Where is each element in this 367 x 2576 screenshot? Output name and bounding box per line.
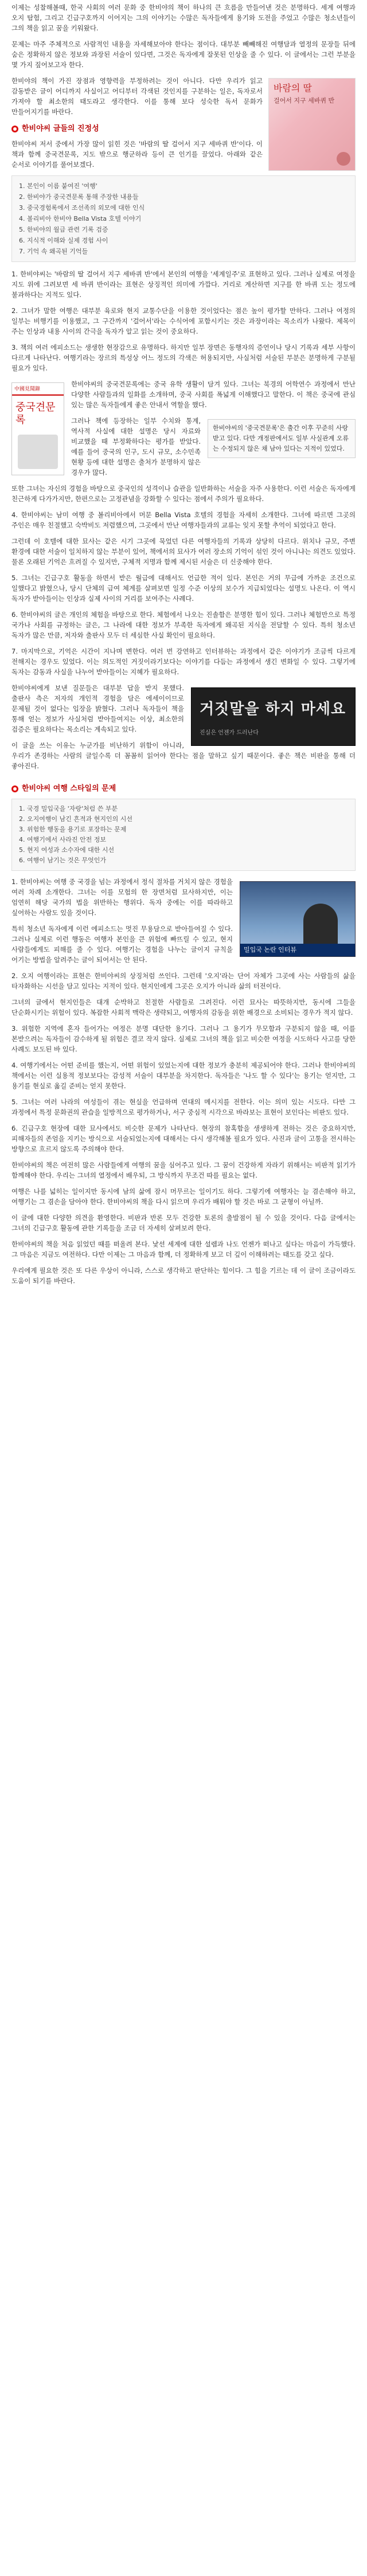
book-cover-image: [11, 382, 64, 475]
person-silhouette: [303, 904, 338, 944]
image-caption: 바람의 딸: [274, 83, 312, 93]
toc-item: 5. 한비야의 월급 관련 기록 검증: [19, 226, 108, 233]
body-paragraph: 여행은 나를 넓히는 일이지만 동시에 남의 삶에 잠시 머무르는 일이기도 하다. 그렇기에 여행자는 늘 겸손해야 하고, 여행기는 그 겸손을 담아야 한다. 한비야씨의 책을 다시 읽으며 우리가 배워야 할 것은 바로 그 균형이 아닐까.: [11, 1187, 356, 1206]
body-paragraph: 3. 위험한 지역에 혼자 들어가는 여정은 분명 대단한 용기다. 그러나 그 용기가 무모함과 구분되지 않을 때, 이를 본받으려는 독자들이 감수하게 될 위험은 결코 작지 않다. 실제로 그녀의 책을 읽고 비슷한 여정을 시도하다 사고를 당한 사례도 보도된 바 있다.: [11, 1025, 356, 1053]
table-of-contents: [11, 175, 356, 262]
closing-paragraph: 우리에게 필요한 것은 또 다른 우상이 아니라, 스스로 생각하고 판단하는 힘이다. 그 힘을 기르는 데 이 글이 조금이라도 도움이 되기를 바란다.: [11, 1266, 356, 1285]
body-paragraph: 한비야씨의 책은 여전히 많은 사람들에게 여행의 꿈을 심어주고 있다. 그 꿈이 건강하게 자라기 위해서는 비판적 읽기가 함께해야 한다. 우리는 그녀의 열정에서 배우되, 그 방식까지 무조건 따를 필요는 없다.: [11, 1161, 356, 1179]
body-paragraph: 한비야씨의 중국견문록에는 중국 유학 생활이 담겨 있다. 그녀는 북경의 어학연수 과정에서 만난 다양한 사람들과의 일화를 소개하며, 중국 사회를 폭넓게 이해했다고 말한다. 이 책은 중국에 관심 있는 많은 독자들에게 좋은 안내서 역할을 했다.: [71, 380, 356, 409]
intro-paragraph: 한비야의 책이 가진 장점과 영향력을 부정하려는 것이 아니다. 다만 우리가 읽고 감동받은 글이 어디까지 사실이고 어디부터 각색된 것인지를 구분하는 일은, 독자로서 가져야 할 최소한의 태도라고 생각한다. 이를 통해 보다 성숙한 독서 문화가 만들어지기를 바란다.: [11, 77, 263, 116]
table-of-contents: [11, 799, 356, 871]
body-paragraph: 그러나 책에 등장하는 일부 수치와 통계, 역사적 사실에 대한 설명은 당시 자료와 비교했을 때 부정확하다는 평가를 받았다. 예를 들어 중국의 인구, 도시 규모, 소수민족 현황 등에 대한 설명은 출처가 분명하지 않은 경우가 많다.: [71, 417, 201, 476]
body-paragraph: 7. 마지막으로, 기억은 시간이 지나며 변한다. 여러 번 강연하고 인터뷰하는 과정에서 같은 이야기가 조금씩 다르게 전해지는 경우도 있었다. 이는 의도적인 거짓이라기보다는 이야기를 다듬는 과정에서 생긴 변화일 수 있다. 그렇기에 독자는 감동과 사실을 나누어 받아들이는 지혜가 필요하다.: [11, 647, 356, 676]
toc-item: 3. 위험한 행동을 용기로 포장하는 문제: [19, 826, 127, 833]
banner-text: 거짓말을 하지 마세요: [200, 701, 346, 718]
bullet-icon: [11, 785, 18, 792]
body-paragraph: 5. 그녀는 여러 나라의 여성들이 겪는 현실을 언급하며 연대의 메시지를 전한다. 이는 의미 있는 시도다. 다만 그 과정에서 특정 문화권의 관습을 일방적으로 평가하거나, 서구 중심적 시각으로 바라보는 표현이 보인다는 비판도 있다.: [11, 1098, 356, 1116]
image-subcaption: 걸어서 지구 세바퀴 반: [274, 97, 335, 104]
logo-icon: [337, 152, 350, 166]
toc-item: 3. 중국경험록에서 조선족의 외모에 대한 인식: [19, 204, 145, 212]
section-title: 한비야씨 글들의 진정성: [22, 124, 99, 133]
note-box: [208, 419, 356, 458]
toc-item: 6. 지식적 이해와 실제 경험 사이: [19, 237, 108, 244]
section-heading: [11, 784, 356, 794]
toc-item: 4. 볼리비아 한비야 Bella Vista 호텔 이야기: [19, 215, 142, 222]
intro-paragraph: 이제는 성찰해볼때, 한국 사회의 여러 문화 중 한비야의 책이 하나의 큰 흐름을 만들어낸 것은 분명하다. 세계 여행과 오지 탐험, 그리고 긴급구호까지 이어지는 그의 이야기는 수많은 독자들에게 용기와 도전을 주었고 수많은 청소년들이 그의 책을 읽고 꿈을 키워왔다.: [11, 3, 356, 32]
banner-image: [191, 687, 356, 746]
article: [11, 0, 356, 1296]
body-paragraph: 이 글을 쓰는 이유는 누군가를 비난하기 위함이 아니라, 우리가 존경하는 사람의 글일수록 더 꼼꼼히 읽어야 한다는 점을 말하고 싶기 때문이다. 좋은 책은 비판을 통해 더 좋아진다.: [11, 741, 356, 770]
body-paragraph: 2. 오지 여행이라는 표현은 한비야씨의 상징처럼 쓰인다. 그런데 '오지'라는 단어 자체가 그곳에 사는 사람들의 삶을 타자화하는 시선을 담고 있다는 지적이 있다. 현지인에게 그곳은 오지가 아니라 삶의 터전이다.: [11, 972, 356, 990]
body-paragraph: 2. 그녀가 말한 여행은 대부분 육로와 현지 교통수단을 이용한 것이었다는 점은 높이 평가할 만하다. 그러나 여정의 일부는 비행기를 이용했고, 그 구간까지 '걸어서'라는 수식어에 포함시키는 것은 과장이라는 목소리가 나왔다. 제목이 주는 인상과 내용 사이의 간극을 독자가 알고 읽는 것이 중요하다.: [11, 307, 356, 335]
cover-title: 중국견문록: [15, 401, 56, 426]
news-caption: 밀입국 논란 인터뷰: [240, 944, 355, 956]
body-paragraph: 그런데 이 호텔에 대한 묘사는 같은 시기 그곳에 묵었던 다른 여행자들의 기록과 상당히 다르다. 위치나 규모, 주변 환경에 대한 서술이 일치하지 않는 부분이 있어, 책에서의 묘사가 여러 장소의 기억이 섞인 것이 아니냐는 의견도 있었다. 물론 오래된 기억은 흐려질 수 있지만, 구체적 지명과 함께 제시된 서술은 더 신중해야 한다.: [11, 537, 356, 566]
intro-paragraph: 문제는 마주 주체적으로 사람적인 내용을 자세해보아야 한다는 점이다. 대부분 빼빼해진 여행담과 열정의 문장들 뒤에 숨은 정확하지 않은 정보와 과장된 서술이 있다면, 그것은 독자에게 잘못된 인상을 줄 수 있다. 이 글에서는 그런 부분을 몇 가지 짚어보고자 한다.: [11, 40, 356, 69]
toc-item: 5. 현지 여성과 소수자에 대한 시선: [19, 846, 115, 854]
section-heading: [11, 124, 263, 134]
closing-paragraph: 한비야씨의 책을 처음 읽었던 때를 떠올려 본다. 낯선 세계에 대한 설렘과 나도 언젠가 떠나고 싶다는 마음이 가득했다. 그 마음은 지금도 여전하다. 다만 이제는 그 마음과 함께, 더 정확하게 보고 더 깊이 이해하려는 태도를 갖고 싶다.: [11, 1240, 356, 1258]
toc-item: 6. 여행이 남기는 것은 무엇인가: [19, 857, 106, 864]
body-paragraph: 6. 긴급구호 현장에 대한 묘사에서도 비슷한 문제가 나타난다. 현장의 참혹함을 생생하게 전하는 것은 중요하지만, 피해자들의 존엄을 지키는 방식으로 서술되었는지에 대해서는 다시 생각해볼 필요가 있다. 사진과 글이 고통을 전시하는 방향으로 흐르지 않도록 주의해야 한다.: [11, 1124, 356, 1153]
body-paragraph: 그녀의 글에서 현지인들은 대개 순박하고 친절한 사람들로 그려진다. 이런 묘사는 따뜻하지만, 동시에 그들을 단순화시키는 위험이 있다. 복잡한 사회적 맥락은 생략되고, 여행자의 감동을 위한 배경으로 소비되는 경우가 적지 않다.: [11, 998, 356, 1017]
body-paragraph: 1. 한비야씨는 여행 중 국경을 넘는 과정에서 정식 절차를 거치지 않은 경험을 여러 차례 소개한다. 그녀는 이를 모험의 한 장면처럼 묘사하지만, 이는 엄연히 해당 국가의 법을 위반하는 행위다. 독자 중에는 이를 따라하고 싶어하는 사람도 있을 것이다.: [11, 878, 233, 917]
bullet-icon: [11, 126, 18, 132]
banner-subtext: 진실은 언젠가 드러난다: [200, 730, 259, 736]
toc-item: 2. 오지여행이 남긴 흔적과 현지인의 시선: [19, 815, 132, 823]
cover-header: 中國見聞錄: [12, 383, 64, 396]
section-title: 한비야씨 여행 스타일의 문제: [22, 784, 116, 793]
section-intro: 한비야씨 저서 중에서 가장 많이 읽힌 것은 '바람의 딸 걸어서 지구 세바퀴 반'이다. 이 책과 함께 중국견문록, 지도 밖으로 행군하라 등이 큰 인기를 끌었다. 아래와 같은 순서로 이야기를 풀어보겠다.: [11, 140, 263, 169]
book-cover-image: [268, 78, 356, 171]
body-paragraph: 또한 그녀는 자신의 경험을 바탕으로 중국인의 성격이나 습관을 일반화하는 서술을 자주 사용한다. 이런 서술은 독자에게 친근하게 다가가지만, 한편으로는 고정관념을 강화할 수 있다는 점에서 주의가 필요하다.: [11, 484, 356, 503]
body-paragraph: 3. 책의 여러 에피소드는 생생한 현장감으로 유명하다. 하지만 일부 장면은 동행자의 증언이나 당시 기록과 세부 사항이 다르게 나타난다. 여행기라는 장르의 특성상 어느 정도의 각색은 허용되지만, 사실처럼 서술된 부분은 분명하게 구분될 필요가 있다.: [11, 343, 356, 372]
news-still-image: [240, 881, 356, 957]
toc-item: 1. 본인이 이름 붙여진 '여행': [19, 182, 97, 190]
body-paragraph: 5. 그녀는 긴급구호 활동을 하면서 받은 월급에 대해서도 언급한 적이 있다. 본인은 거의 무급에 가까운 조건으로 일했다고 밝혔으나, 당시 단체의 급여 체계를 살펴보면 일정 수준 이상의 보수가 지급되었다는 설명도 나온다. 이 역시 독자가 받아들이는 인상과 실제 사이의 거리를 보여주는 사례다.: [11, 574, 356, 603]
body-paragraph: 4. 한비야씨는 남미 여행 중 볼리비아에서 머문 Bella Vista 호텔의 경험을 자세히 소개한다. 그녀에 따르면 그곳의 주인은 매우 친절했고 숙박비도 저렴했으며, 그곳에서 만난 여행자들과의 교류는 잊지 못할 추억이 되었다고 한다.: [11, 511, 356, 529]
cover-photo: [18, 435, 58, 469]
toc-item: 1. 국경 밀입국을 '자랑'처럼 쓴 부분: [19, 805, 118, 812]
toc-item: 4. 여행기에서 사라진 안전 정보: [19, 836, 106, 843]
body-paragraph: 한비야씨에게 보낸 질문들은 대부분 답을 받지 못했다. 출판사 측은 저자의 개인적 경험을 담은 에세이이므로 문제될 것이 없다는 입장을 밝혔다. 그러나 독자들이 책을 통해 얻는 정보가 사실처럼 받아들여지는 이상, 최소한의 검증은 필요하다는 목소리는 계속되고 있다.: [11, 684, 184, 733]
body-paragraph: 6. 한비야씨의 글은 개인의 체험을 바탕으로 한다. 체험에서 나오는 진솔함은 분명한 힘이 있다. 그러나 체험만으로 특정 국가나 사회를 규정하는 글은, 그 나라에 대한 정보가 부족한 독자에게 왜곡된 지식을 전달할 수 있다. 특히 청소년 독자가 많은 만큼, 저자와 출판사 모두 더 세심한 사실 확인이 필요하다.: [11, 611, 356, 639]
note-text: 한비야씨의 '중국견문록'은 출간 이후 꾸준히 사랑받고 있다. 다만 개정판에서도 일부 사실관계 오류는 수정되지 않은 채 남아 있다는 지적이 있었다.: [213, 424, 349, 452]
body-paragraph: 4. 여행기에서는 어떤 준비를 했는지, 어떤 위험이 있었는지에 대한 정보가 충분히 제공되어야 한다. 그러나 한비야씨의 책에서는 이런 실용적 정보보다는 감성적 서술이 대부분을 차지한다. 독자들은 '나도 할 수 있다'는 용기는 얻지만, 그 용기를 현실로 옮길 준비는 얻지 못한다.: [11, 1061, 356, 1090]
body-paragraph: 1. 한비야씨는 '바람의 딸 걸어서 지구 세바퀴 반'에서 본인의 여행을 '세계일주'로 표현하고 있다. 그러나 실제로 여정을 지도 위에 그려보면 세 바퀴 반이라는 표현은 상징적인 의미에 가깝다. 거리로 계산하면 지구를 한 바퀴 도는 정도에 불과하다는 지적도 있다.: [11, 270, 356, 299]
toc-item: 7. 기억 속 왜곡된 기억들: [19, 248, 88, 255]
body-paragraph: 특히 청소년 독자에게 이런 에피소드는 멋진 무용담으로 받아들여질 수 있다. 그러나 실제로 이런 행동은 여행자 본인을 큰 위험에 빠뜨릴 수 있고, 현지 사람들에게도 피해를 줄 수 있다. 여행기는 경험을 나누는 글이지 규칙을 어기는 방법을 알려주는 글이 되어서는 안 된다.: [11, 925, 233, 964]
body-paragraph: 이 글에 대한 다양한 의견을 환영한다. 비판과 반론 모두 건강한 토론의 출발점이 될 수 있을 것이다. 다음 글에서는 그녀의 긴급구호 활동에 관한 기록들을 조금 더 자세히 살펴보려 한다.: [11, 1214, 356, 1232]
toc-item: 2. 한비야가 중국견문록 통해 주장한 내용들: [19, 193, 139, 201]
